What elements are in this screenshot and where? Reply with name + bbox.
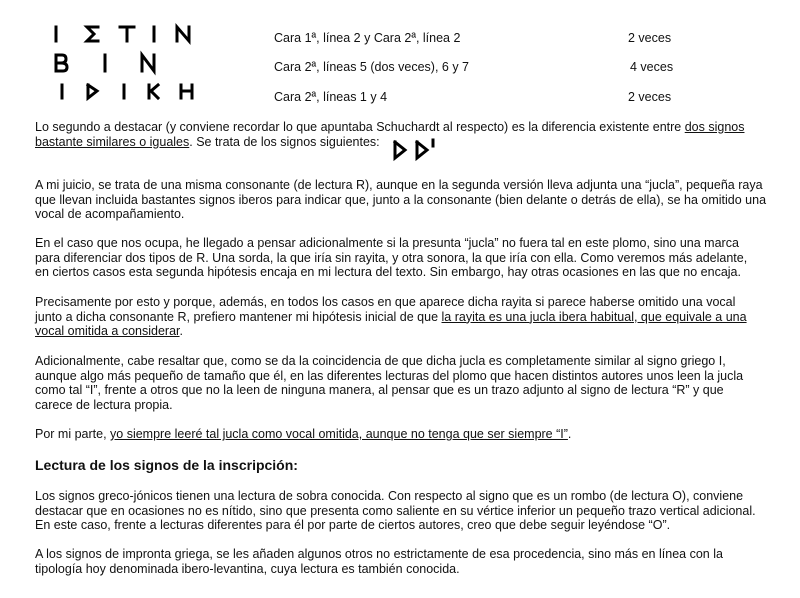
r-signs-icon [392, 138, 442, 169]
text-line: En este caso, frente a lecturas diferentes para él por parte de ciertos autores, creo que debe seguir leyéndose “O”. [35, 518, 671, 532]
occurrence-row [0, 53, 800, 83]
text-line: para diferenciar dos tipos de R. Una sorda, la que iría sin rayita, y otra sonora, la que iría con ella. Como veremos más adelante, [35, 250, 748, 265]
underlined-text: la rayita es una jucla ibera habitual, que equivale a una [441, 309, 747, 324]
occurrence-location: Cara 2ª, líneas 1 y 4 [274, 90, 388, 104]
text-line: Precisamente por esto y porque, además, en todos los casos en que aparece dicha rayita si parece haberse omitido una vocal [35, 295, 736, 309]
paragraph-hipotesis [35, 236, 747, 280]
paragraph-por-mi-parte [35, 427, 571, 442]
underlined-text: bastante similares o iguales [35, 134, 190, 149]
occurrence-row [0, 83, 800, 113]
occurrence-count: 2 veces [628, 31, 672, 45]
paragraph-precisamente [35, 295, 747, 339]
text-line: A los signos de impronta griega, se les añaden algunos otros no estrictamente de esa procedencia, sino más en línea con la [35, 547, 723, 561]
text-line: destacar que en ocasiones no es nítido, sino que presenta como saliente en su vértice inferior un pequeño trazo vertical adicional. [35, 503, 756, 518]
text-line: tipología hoy denominada ibero-levantina, cuya lectura es también conocida. [35, 561, 460, 576]
glyph-word-bin [50, 50, 210, 80]
paragraph-jucla [35, 178, 766, 222]
text-segment: . Se trata de los signos siguientes: [189, 134, 380, 149]
text-line: vocal de acompañamiento. [35, 207, 185, 221]
text-line: Los signos greco-jónicos tienen una lectura de sobra conocida. Con respecto al signo que es un rombo (de lectura O), conviene [35, 489, 744, 503]
text-segment: Lo segundo a destacar (y conviene recordar lo que apuntaba Schuchardt al respecto) es la diferencia existente entre [35, 120, 685, 134]
paragraph-impronta-griega [35, 547, 723, 576]
glyph-word-idikh [50, 80, 210, 110]
glyph-word-istin [50, 21, 210, 51]
text-segment: junto a dicha consonante R, prefiero mantener mi hipótesis inicial de que [35, 309, 442, 324]
section-heading: Lectura de los signos de la inscripción: [35, 457, 298, 473]
text-line: En el caso que nos ocupa, he llegado a pensar adicionalmente si la presunta “jucla” no fuera tal en este plomo, sino una marca [35, 236, 739, 250]
text-line: A mi juicio, se trata de una misma consonante (de lectura R), aunque en la segunda versión lleva adjunta una “jucla”, pequeña raya [35, 178, 763, 192]
occurrence-count: 4 veces [630, 60, 674, 74]
paragraph-adicionalmente [35, 354, 743, 412]
text-line: que llevan incluida bastantes signos iberos para indicar que, junto a la consonante (bien delante o detrás de ella), se ha omitido una [35, 192, 767, 207]
underlined-text: yo siempre leeré tal jucla como vocal omitida, aunque no tenga que ser siempre “I” [110, 427, 568, 441]
text-segment: Por mi parte, [35, 427, 111, 441]
text-segment: . [179, 324, 184, 338]
occurrence-location: Cara 2ª, líneas 5 (dos veces), 6 y 7 [274, 60, 469, 74]
text-segment: . [567, 427, 572, 441]
underlined-text: dos signos [684, 120, 745, 134]
occurrence-location: Cara 1ª, línea 2 y Cara 2ª, línea 2 [274, 31, 461, 45]
text-line: Adicionalmente, cabe resaltar que, como se da la coincidencia de que dicha jucla es completamente similar al signo griego I, [35, 354, 726, 368]
paragraph-signos-similares [35, 120, 744, 149]
occurrence-count: 2 veces [628, 90, 672, 104]
text-line: en ciertos casos esta segunda hipótesis encaja en mi lectura del texto. Sin embargo, hay otras ocasiones en las que no encaja. [35, 265, 741, 279]
paragraph-greco-jonicos [35, 489, 756, 533]
underlined-text: vocal omitida a considerar [35, 324, 180, 338]
text-line: carece de lectura propia. [35, 397, 173, 412]
text-line: aunque algo más pequeño de tamaño que él, en las diferentes lecturas del plomo que hacen distintos autores unos leen la jucla [35, 368, 744, 383]
text-line: como tal “I”, frente a otros que no la leen de ninguna manera, al pensar que es un trazo adjunto al signo de lectura “R” y que [35, 383, 724, 397]
